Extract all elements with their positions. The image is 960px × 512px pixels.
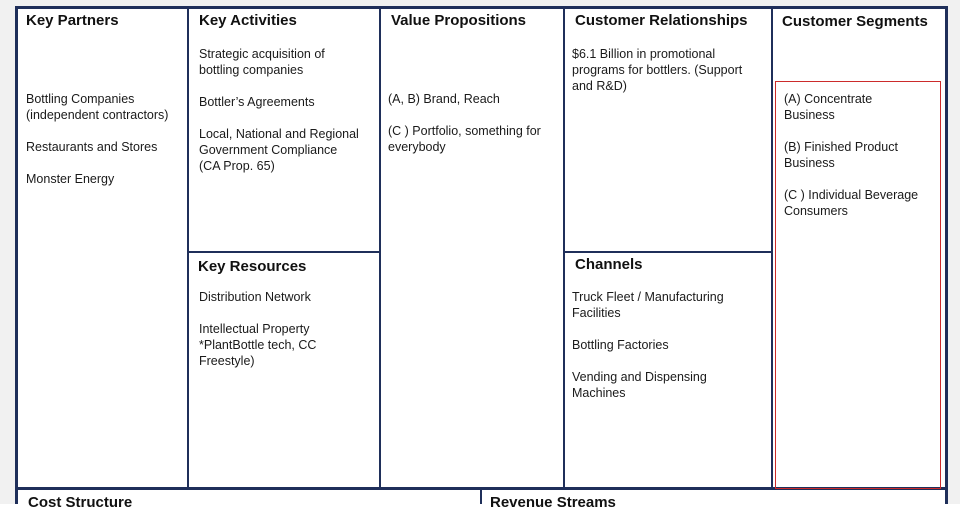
value-propositions-item: (A, B) Brand, Reach <box>388 92 500 106</box>
grid-line-col2 <box>379 6 381 489</box>
key-activities-item: Local, National and Regional Government Compliance (CA Prop. 65) <box>199 127 359 173</box>
channels-item: Vending and Dispensing Machines <box>572 370 707 400</box>
key-activities-item: Strategic acquisition of bottling companies <box>199 47 325 77</box>
grid-line-activities-resources <box>187 251 381 253</box>
cost-structure-title: Cost Structure <box>28 494 133 511</box>
customer-relationships-item: $6.1 Billion in promotional programs for bottlers. (Support and R&D) <box>572 47 743 93</box>
grid-line-col3 <box>563 6 565 489</box>
key-partners-item: Monster Energy <box>26 172 115 186</box>
grid-line-left <box>15 6 18 504</box>
grid-line-right <box>945 6 948 504</box>
key-activities-title: Key Activities <box>199 12 297 29</box>
key-resources-item: Intellectual Property *PlantBottle tech, CC Freestyle) <box>199 322 317 368</box>
key-activities-item: Bottler’s Agreements <box>199 95 315 109</box>
channels-item: Truck Fleet / Manufacturing Facilities <box>572 290 724 320</box>
value-propositions-item: (C ) Portfolio, something for everybody <box>388 124 541 154</box>
grid-line-col1 <box>187 6 189 489</box>
grid-line-relationships-channels <box>563 251 773 253</box>
key-partners-item: Restaurants and Stores <box>26 140 158 154</box>
value-propositions-title: Value Propositions <box>391 12 527 29</box>
grid-line-bottom-divider <box>480 489 482 504</box>
customer-relationships-title: Customer Relationships <box>575 12 748 29</box>
key-partners-item: Bottling Companies (independent contractors) <box>26 92 169 122</box>
channels-title: Channels <box>575 256 643 273</box>
grid-line-top <box>15 6 948 9</box>
key-resources-title: Key Resources <box>198 258 307 275</box>
customer-segments-item: (B) Finished Product Business <box>784 140 898 170</box>
customer-segments-item: (C ) Individual Beverage Consumers <box>784 188 919 218</box>
customer-segments-title: Customer Segments <box>782 13 928 30</box>
revenue-streams-title: Revenue Streams <box>490 494 616 511</box>
key-resources-item: Distribution Network <box>199 290 311 304</box>
customer-segments-item: (A) Concentrate Business <box>784 92 873 122</box>
grid-line-col4 <box>771 6 773 489</box>
channels-item: Bottling Factories <box>572 338 669 352</box>
key-partners-title: Key Partners <box>26 12 119 29</box>
